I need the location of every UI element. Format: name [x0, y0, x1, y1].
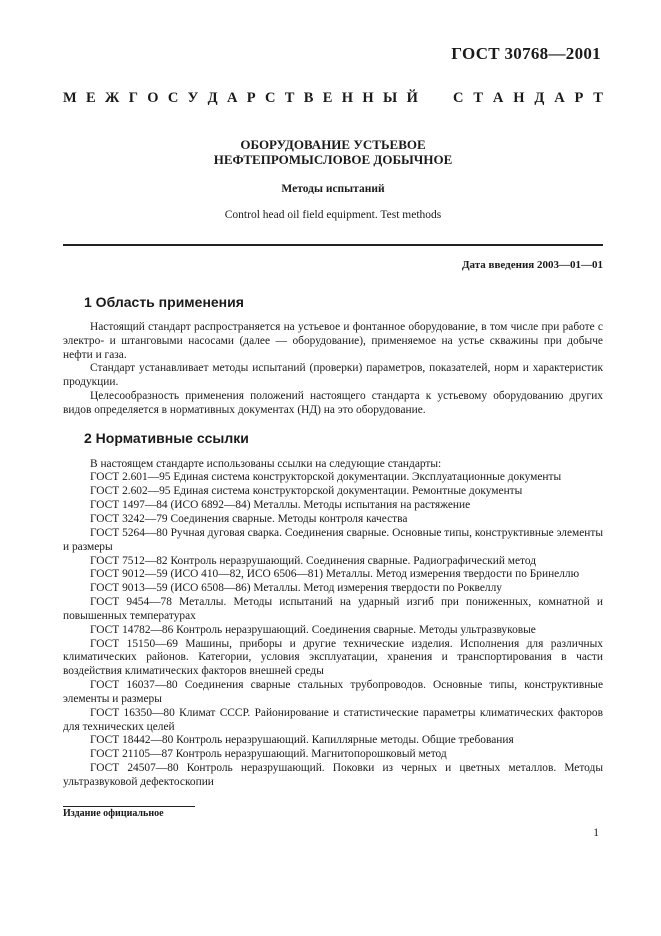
heading-letter: Т	[593, 90, 603, 106]
reference-item: ГОСТ 18442—80 Контроль неразрушающий. Капиллярные методы. Общие требования	[90, 734, 514, 747]
heading-letter: А	[554, 90, 565, 106]
title-block	[63, 137, 603, 221]
document-title-line-2: НЕФТЕПРОМЫСЛОВОЕ ДОБЫЧНОЕ	[213, 152, 453, 167]
heading-letter: Т	[473, 90, 484, 106]
heading-letter: Й	[406, 90, 418, 106]
heading-letter: А	[492, 90, 504, 106]
heading-letter: Ы	[383, 90, 398, 106]
reference-item: ГОСТ 16037—80 Соединения сварные стальных трубопроводов. Основные типы, конструктивные элементы и размеры	[63, 679, 603, 705]
reference-item: ГОСТ 9454—78 Металлы. Методы испытаний на ударный изгиб при пониженных, комнатной и повышенных температурах	[63, 596, 603, 622]
reference-item: ГОСТ 21105—87 Контроль неразрушающий. Магнитопорошковый метод	[90, 748, 447, 761]
introduction-date: Дата введения 2003—01—01	[461, 259, 603, 271]
reference-item: ГОСТ 24507—80 Контроль неразрушающий. Поковки из черных и цветных металлов. Методы ультразвуковой дефектоскопии	[63, 762, 603, 788]
reference-item: ГОСТ 5264—80 Ручная дуговая сварка. Соединения сварные. Основные типы, конструктивные элементы и размеры	[63, 526, 603, 553]
edition-label: Издание официальное	[63, 808, 164, 819]
heading-letter: Н	[341, 90, 354, 106]
references-list	[63, 471, 603, 789]
reference-item: ГОСТ 2.602—95 Единая система конструкторской документации. Ремонтные документы	[90, 485, 523, 498]
standard-type-word-2	[453, 90, 603, 107]
paragraph: Настоящий стандарт распространяется на устьевое и фонтанное оборудование, в том числе при работе с электро- и штанговыми насосами (далее — оборудование), применяемое на устье скважины при добыче нефти и газа.	[63, 320, 603, 361]
heading-letter: Д	[207, 90, 218, 106]
heading-letter: Т	[284, 90, 295, 106]
page-number: 1	[593, 827, 599, 839]
footer-divider	[63, 806, 195, 807]
reference-item: ГОСТ 9012—59 (ИСО 410—82, ИСО 6506—81) Металлы. Метод измерения твердости по Бринеллю	[90, 568, 580, 581]
standard-type-heading	[63, 90, 603, 107]
heading-letter: С	[453, 90, 464, 106]
standard-type-word-1	[63, 90, 418, 107]
paragraph: Стандарт устанавливает методы испытаний (проверки) параметров, показателей, норм и характеристик продукции.	[63, 362, 603, 389]
reference-item: ГОСТ 3242—79 Соединения сварные. Методы контроля качества	[90, 512, 408, 525]
heading-letter: В	[303, 90, 314, 106]
reference-item: ГОСТ 2.601—95 Единая система конструкторской документации. Эксплуатационные документы	[90, 471, 562, 484]
heading-letter: Р	[246, 90, 256, 106]
paragraph: Целесообразность применения положений настоящего стандарта к устьевому оборудованию других видов определяется в нормативных документах (НД) на это оборудование.	[63, 390, 603, 416]
heading-letter: А	[226, 90, 238, 106]
references-intro: В настоящем стандарте использованы ссылки на следующие стандарты:	[90, 457, 442, 470]
heading-letter: М	[63, 90, 77, 106]
heading-letter: Е	[322, 90, 333, 106]
heading-letter: Ж	[105, 90, 120, 106]
heading-letter: Р	[574, 90, 584, 106]
section-1-heading: 1 Область применения	[84, 294, 244, 310]
heading-letter: О	[147, 90, 159, 106]
heading-letter: С	[167, 90, 179, 106]
reference-item: ГОСТ 7512—82 Контроль неразрушающий. Соединения сварные. Радиографический метод	[90, 554, 537, 567]
document-body	[63, 296, 603, 790]
document-title-line-1: ОБОРУДОВАНИЕ УСТЬЕВОЕ	[240, 137, 426, 152]
heading-letter: У	[187, 90, 199, 106]
heading-letter: Г	[128, 90, 138, 106]
heading-letter: Н	[362, 90, 374, 106]
reference-item: ГОСТ 9013—59 (ИСО 6508—86) Металлы. Метод измерения твердости по Роквеллу	[90, 582, 502, 595]
document-subtitle: Методы испытаний	[281, 183, 385, 195]
section-2-heading: 2 Нормативные ссылки	[84, 429, 249, 446]
reference-item: ГОСТ 14782—86 Контроль неразрушающий. Соединения сварные. Методы ультразвуковые	[90, 623, 536, 636]
heading-letter: Н	[513, 90, 525, 106]
reference-item: ГОСТ 15150—69 Машины, приборы и другие технические изделия. Исполнения для различных климатических районов. Категории, условия эксплуатации, хранения и транспортирования в части воздействия климатических факторов внешней среды	[63, 637, 603, 678]
heading-letter: Е	[86, 90, 96, 106]
title-divider	[63, 244, 603, 246]
heading-letter: С	[264, 90, 276, 106]
section-1-paragraphs	[63, 321, 603, 418]
heading-letter: Д	[534, 90, 545, 106]
english-title: Control head oil field equipment. Test methods	[224, 209, 442, 221]
reference-item: ГОСТ 16350—80 Климат СССР. Районирование и статистические параметры климатических факторов для технических целей	[63, 706, 603, 733]
standard-number: ГОСТ 30768—2001	[451, 44, 601, 63]
reference-item: ГОСТ 1497—84 (ИСО 6892—84) Металлы. Методы испытания на растяжение	[90, 499, 471, 512]
